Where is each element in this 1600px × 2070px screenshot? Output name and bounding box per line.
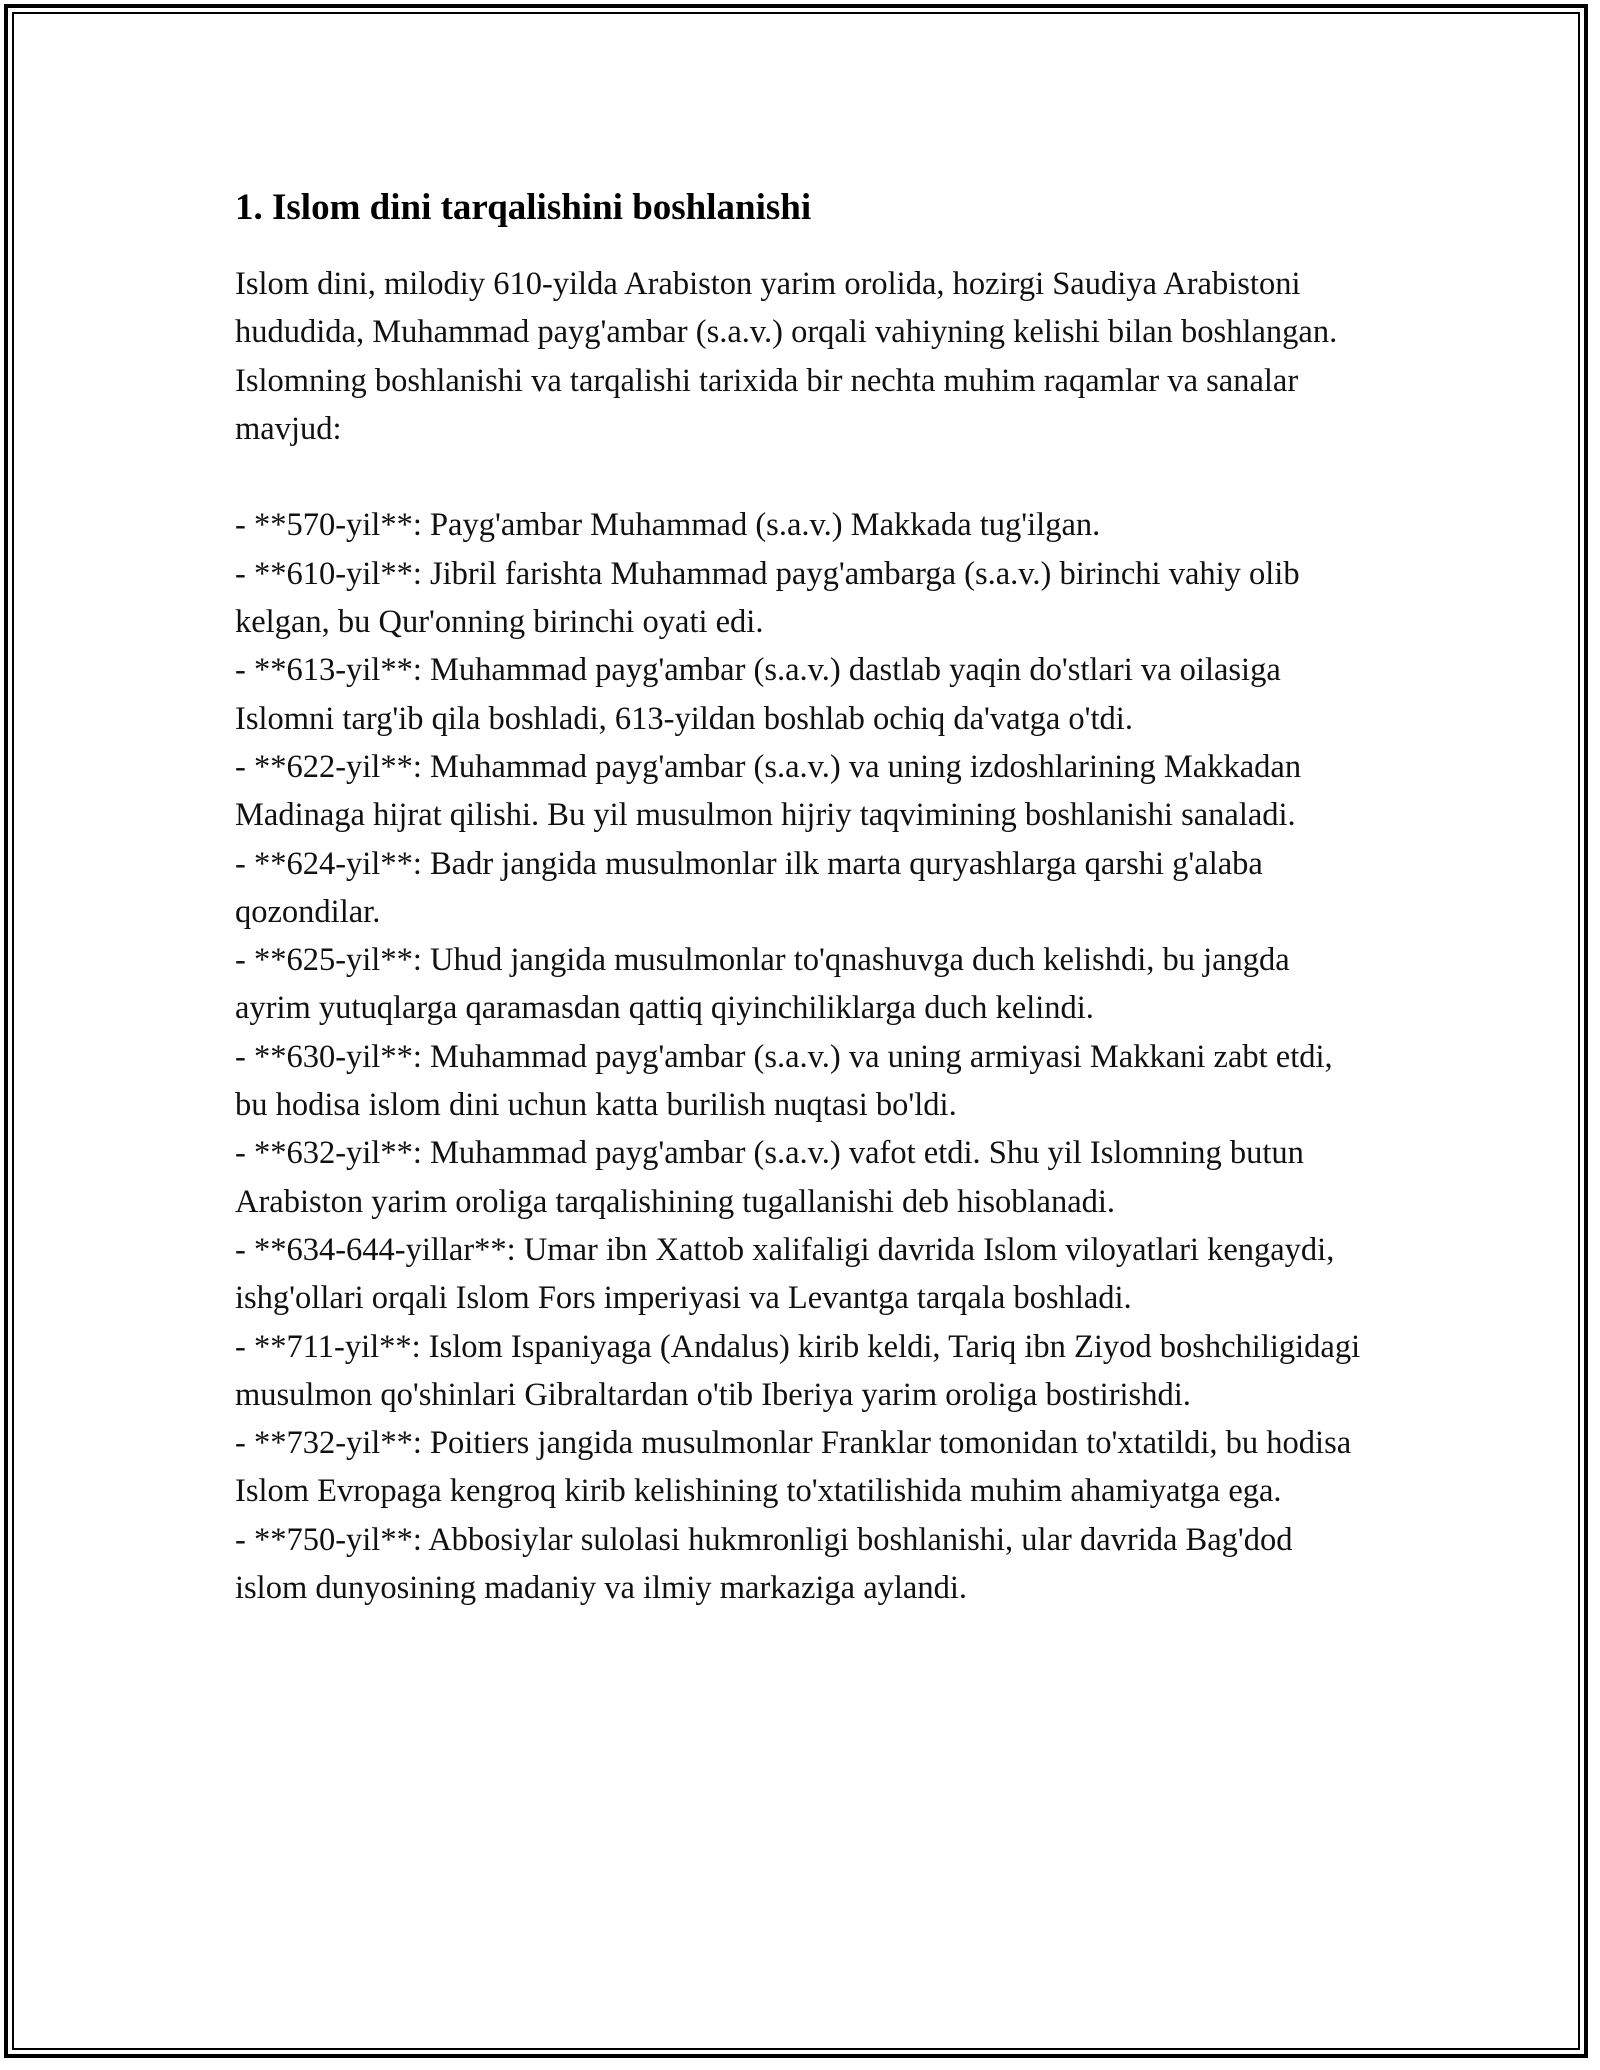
timeline-item-711: - **711-yil**: Islom Ispaniyaga (Andalus) kirib keldi, Tariq ibn Ziyod boshchiligidagi musulmon qo'shinlari Gibraltardan o'tib Iberiya yarim oroliga bostirishdi. [235, 1328, 1361, 1413]
timeline-item-622: - **622-yil**: Muhammad payg'ambar (s.a.v.) va uning izdoshlarining Makkadan Madinaga hijrat qilishi. Bu yil musulmon hijriy taqvimining boshlanishi sanaladi. [235, 748, 1302, 834]
timeline-item-624: - **624-yil**: Badr jangida musulmonlar ilk marta quryashlarga qarshi g'alaba qozondilar. [235, 845, 1263, 930]
timeline-item-610: - **610-yil**: Jibril farishta Muhammad payg'ambarga (s.a.v.) birinchi vahiy olib kelgan, bu Qur'onning birinchi oyati edi. [235, 555, 1300, 641]
timeline-item-750: - **750-yil**: Abbosiylar sulolasi hukmronligi boshlanishi, ular davrida Bag'dod islom dunyosining madaniy va ilmiy markaziga aylandi. [235, 1521, 1293, 1607]
timeline-item-732: - **732-yil**: Poitiers jangida musulmonlar Franklar tomonidan to'xtatildi, bu hodisa Islom Evropaga kengroq kirib kelishining to'xtatilishida muhim ahamiyatga ega. [235, 1425, 1352, 1510]
paragraph-gap [235, 453, 1370, 501]
timeline-item-634-644: - **634-644-yillar**: Umar ibn Xattob xalifaligi davrida Islom viloyatlari kengaydi, ishg'ollari orqali Islom Fors imperiyasi va Levantga tarqala boshladi. [235, 1231, 1335, 1317]
timeline-item-630: - **630-yil**: Muhammad payg'ambar (s.a.v.) va uning armiyasi Makkani zabt etdi, bu hodisa islom dini uchun katta burilish nuqtasi bo'ldi. [235, 1038, 1333, 1124]
timeline-item-613: - **613-yil**: Muhammad payg'ambar (s.a.v.) dastlab yaqin do'stlari va oilasiga Islomni targ'ib qila boshladi, 613-yildan boshlab ochiq da'vatga o'tdi. [235, 652, 1281, 737]
timeline-item-570: - **570-yil**: Payg'ambar Muhammad (s.a.v.) Makkada tug'ilgan. [235, 507, 1101, 544]
timeline-item-625: - **625-yil**: Uhud jangida musulmonlar to'qnashuvga duch kelishdi, bu jangda ayrim yutuqlarga qaramasdan qattiq qiyinchiliklarga duch kelindi. [235, 942, 1290, 1027]
section-heading: 1. Islom dini tarqalishini boshlanishi [235, 187, 812, 228]
document-body [235, 186, 1370, 1612]
timeline-item-632: - **632-yil**: Muhammad payg'ambar (s.a.v.) vafot etdi. Shu yil Islomning butun Arabiston yarim oroliga tarqalishining tugallanishi deb hisoblanadi. [235, 1135, 1304, 1220]
intro-paragraph: Islom dini, milodiy 610-yilda Arabiston yarim orolida, hozirgi Saudiya Arabistoni hududida, Muhammad payg'ambar (s.a.v.) orqali vahiyning kelishi bilan boshlangan. Islomning boshlanishi va tarqalishi tarixida bir nechta muhim raqamlar va sanalar mavjud: [235, 266, 1346, 447]
timeline-list [235, 501, 1370, 1612]
